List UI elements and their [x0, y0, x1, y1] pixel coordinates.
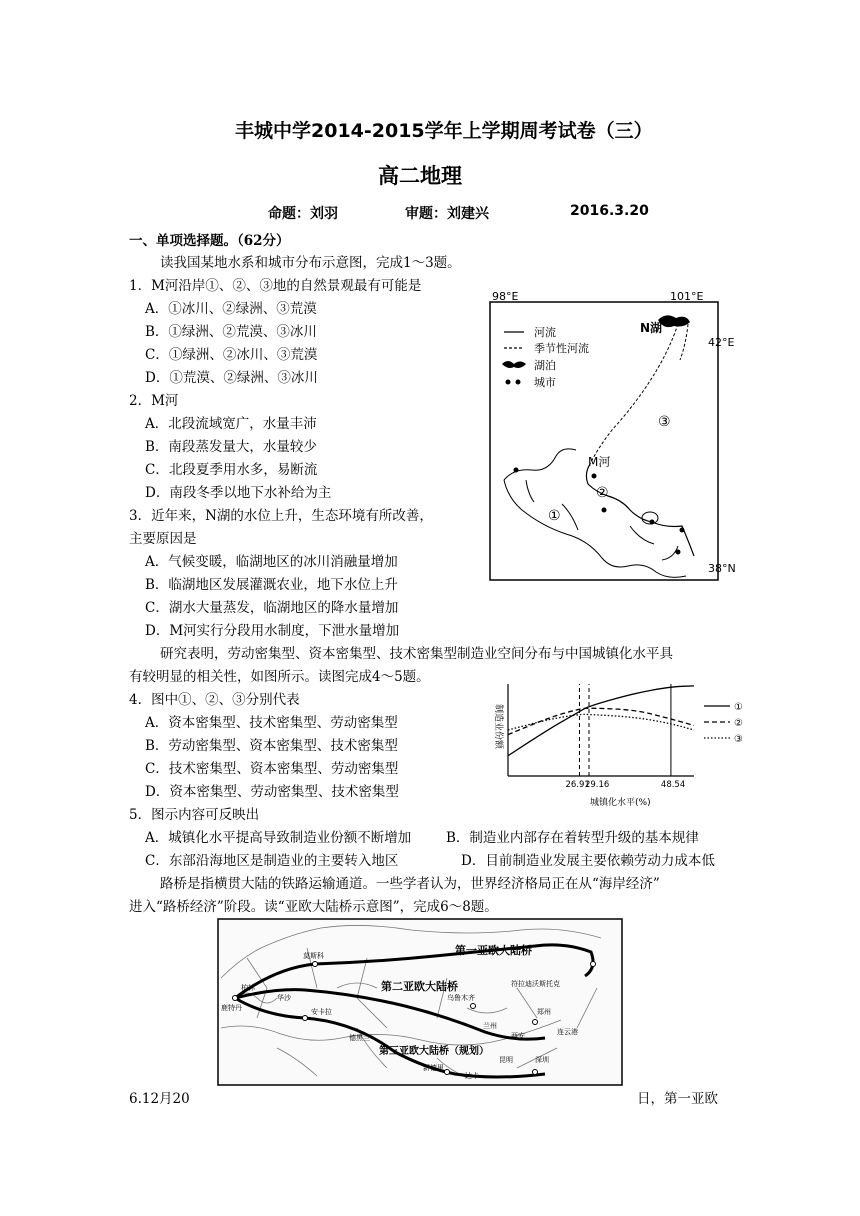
q3-option-c: C．湖水大量蒸发，临湖地区的降水量增加 [145, 600, 399, 616]
legend-lake: 湖泊 [534, 359, 556, 372]
bridge-2-label: 第二亚欧大陆桥 [381, 980, 458, 993]
city-urumqi: 乌鲁木齐 [447, 994, 475, 1002]
manufacturing-share-chart [482, 676, 752, 810]
lat-bottom-label: 38°N [708, 562, 736, 575]
exam-title: 丰城中学2014-2015学年上学期周考试卷（三） [235, 120, 653, 142]
q3-option-d: D．M河实行分段用水制度，下泄水量增加 [145, 623, 400, 639]
intro-2a: 研究表明，劳动密集型、资本密集型、技术密集型制造业空间分布与中国城镇化水平具 [160, 646, 673, 662]
intro-2b: 有较明显的相关性，如图所示。读图完成4～5题。 [129, 669, 430, 685]
city-ankara: 安卡拉 [311, 1008, 332, 1016]
city-lanzhou: 兰州 [483, 1022, 497, 1030]
q3-stem-cont: 主要原因是 [129, 531, 197, 547]
subject-title: 高二地理 [378, 164, 462, 188]
legend-river: 河流 [534, 326, 556, 339]
bridge-1-label: 第一亚欧大陆桥 [455, 944, 532, 957]
lon-right-label: 101°E [670, 290, 704, 303]
intro-1: 读我国某地水系和城市分布示意图，完成1～3题。 [160, 255, 461, 271]
author-label: 命题：刘羽 [268, 206, 338, 222]
q2-option-b: B．南段蒸发量大，水量较少 [145, 439, 317, 455]
q6-stem-left: 6.12月20 [129, 1091, 190, 1107]
q5-option-b: B．制造业内部存在着转型升级的基本规律 [446, 830, 699, 846]
q1-option-b: B．①绿洲、②荒漠、③冰川 [145, 324, 317, 340]
lat-top-label: 42°E [708, 336, 735, 349]
q2-option-c: C．北段夏季用水多，易断流 [145, 462, 318, 478]
q4-stem: 4．图中①、②、③分别代表 [129, 692, 300, 708]
legend-seasonal-river: 季节性河流 [534, 342, 589, 355]
n-lake-label: N湖 [640, 321, 663, 335]
q5-option-c: C．东部沿海地区是制造业的主要转入地区 [145, 853, 399, 869]
city-kunming: 昆明 [499, 1056, 513, 1064]
q6-stem-right: 日，第一亚欧 [637, 1091, 718, 1107]
site-2-label: ② [596, 485, 609, 501]
site-3-label: ③ [658, 414, 671, 430]
city-moscow: 莫斯科 [303, 952, 324, 960]
q4-option-a: A．资本密集型、技术密集型、劳动密集型 [145, 715, 398, 731]
q3-option-b: B．临湖地区发展灌溉农业，地下水位上升 [145, 577, 398, 593]
m-river-label: M河 [588, 455, 611, 469]
q2-option-d: D．南段冬季以地下水补给为主 [145, 485, 332, 501]
chart-legend-label: ② [734, 718, 743, 729]
intro-3a: 路桥是指横贯大陆的铁路运输通道。一些学者认为，世界经济格局正在从“海岸经济” [160, 876, 660, 892]
q1-option-c: C．①绿洲、②冰川、③荒漠 [145, 347, 318, 363]
city-tehran: 德黑兰 [349, 1034, 370, 1042]
city-xian: 西安 [511, 1032, 525, 1040]
chart-x-tick-label: 48.54 [660, 780, 686, 790]
chart-legend-label: ③ [734, 734, 743, 745]
q1-option-a: A．①冰川、②绿洲、③荒漠 [145, 301, 317, 317]
chart-legend-label: ① [734, 702, 743, 713]
q5-option-a: A．城镇化水平提高导致制造业份额不断增加 [145, 830, 412, 846]
chart-series-line [508, 714, 694, 730]
intro-3b: 进入“路桥经济”阶段。读“亚欧大陆桥示意图”，完成6～8题。 [129, 899, 498, 915]
city-vladivostok: 符拉迪沃斯托克 [511, 980, 560, 988]
chart-series-line [508, 686, 694, 756]
q1-option-d: D．①荒漠、②绿洲、③冰川 [145, 370, 318, 386]
city-zhengzhou: 郑州 [537, 1008, 551, 1016]
q2-option-a: A．北段流域宽广，水量丰沛 [145, 416, 317, 432]
city-shenzhen: 深圳 [535, 1056, 549, 1064]
section-heading: 一、单项选择题。（62分） [129, 233, 290, 249]
q3-stem: 3．近年来，N湖的水位上升，生态环境有所改善， [129, 508, 433, 524]
eurasia-land-bridge-map [217, 918, 623, 1086]
q2-stem: 2．M河 [129, 393, 179, 409]
q4-option-b: B．劳动密集型、资本密集型、技术密集型 [145, 738, 398, 754]
q4-option-c: C．技术密集型、资本密集型、劳动密集型 [145, 761, 399, 777]
chart-ylabel: 制造业份额 [493, 704, 503, 750]
chart-x-tick-label: 26.91 [565, 780, 590, 790]
chart-series-line [508, 708, 694, 734]
city-lianyungang: 连云港 [557, 1028, 578, 1036]
chart-xlabel: 城镇化水平(%) [590, 798, 651, 808]
city-berlin: 柏林 [241, 984, 255, 992]
city-dhaka: 达卡 [465, 1072, 479, 1080]
q3-option-a: A．气候变暖，临湖地区的冰川消融量增加 [145, 554, 398, 570]
q1-stem: 1．M河沿岸①、②、③地的自然景观最有可能是 [129, 278, 422, 294]
q5-option-d: D．目前制造业发展主要依赖劳动力成本低 [461, 853, 715, 869]
q5-stem: 5．图示内容可反映出 [129, 807, 260, 823]
river-system-map [482, 290, 748, 586]
city-rotterdam: 鹿特丹 [221, 1004, 242, 1012]
bridge-3-label: 第三亚欧大陆桥（规划） [379, 1046, 489, 1057]
q4-option-d: D．资本密集型、劳动密集型、技术密集型 [145, 784, 399, 800]
legend-city: 城市 [534, 376, 556, 389]
site-1-label: ① [548, 508, 561, 524]
chart-x-tick-label: 29.16 [584, 780, 610, 790]
lon-left-label: 98°E [492, 290, 519, 303]
date-label: 2016.3.20 [570, 203, 649, 219]
city-new-delhi: 新德里 [423, 1064, 444, 1072]
reviewer-label: 审题：刘建兴 [405, 206, 489, 222]
city-warsaw: 华沙 [277, 994, 291, 1002]
